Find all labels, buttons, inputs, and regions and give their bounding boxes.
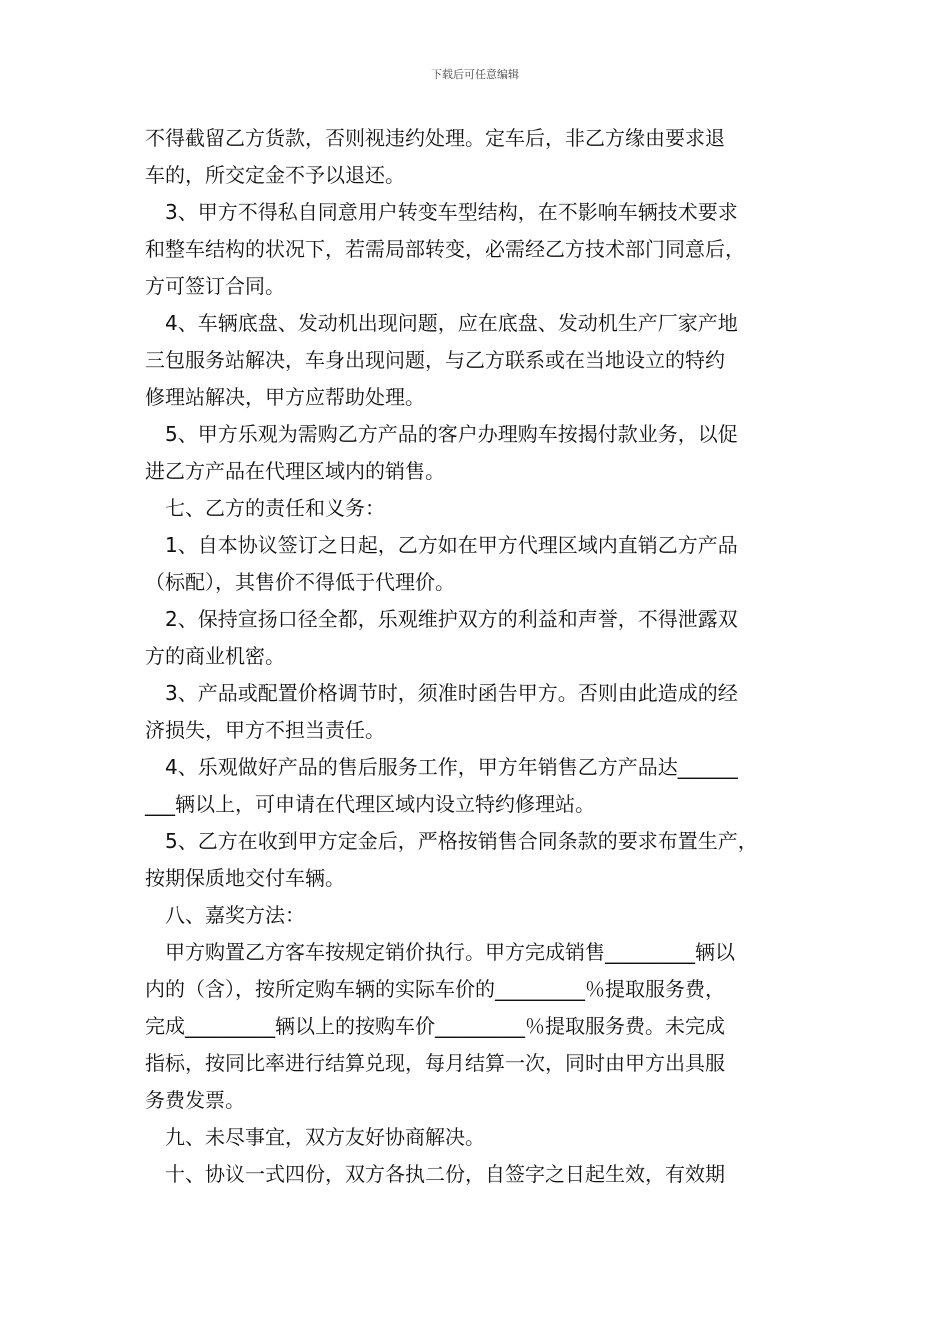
text-line: 5、甲方乐观为需购乙方产品的客户办理购车按揭付款业务，以促 [165,422,738,446]
text-line: 务费发票。 [145,1088,245,1112]
text-line: 指标，按同比率进行结算兑现，每月结算一次，同时由甲方出具服 [145,1051,725,1075]
text-line: 甲方购置乙方客车按规定销价执行。甲方完成销售_________辆以 [165,940,735,964]
text-line: 车的，所交定金不予以退还。 [145,163,405,187]
text-line: 4、车辆底盘、发动机出现问题，应在底盘、发动机生产厂家产地 [165,311,738,335]
text-line: 5、乙方在收到甲方定金后，严格按销售合同条款的要求布置生产， [165,829,758,853]
text-line: 修理站解决，甲方应帮助处理。 [145,385,425,409]
text-line: 4、乐观做好产品的售后服务工作，甲方年销售乙方产品达______ [165,755,738,779]
text-line: ___辆以上，可申请在代理区域内设立特约修理站。 [145,792,595,816]
text-line: 三包服务站解决，车身出现问题，与乙方联系或在当地设立的特约 [145,348,725,372]
text-line: 3、甲方不得私自同意用户转变车型结构，在不影响车辆技术要求 [165,200,738,224]
text-line: 方可签订合同。 [145,274,285,298]
document-body [145,120,825,1193]
text-line: 3、产品或配置价格调节时，须准时函告甲方。否则由此造成的经 [165,681,738,705]
section-heading: 八、嘉奖方法： [165,903,305,927]
text-line: 按期保质地交付车辆。 [145,866,345,890]
text-line: 方的商业机密。 [145,644,285,668]
text-line: 1、自本协议签订之日起，乙方如在甲方代理区域内直销乙方产品 [165,533,738,557]
text-line: 不得截留乙方货款，否则视违约处理。定车后，非乙方缘由要求退 [145,126,725,150]
text-line: 2、保持宣扬口径全都，乐观维护双方的利益和声誉，不得泄露双 [165,607,738,631]
text-line: 济损失，甲方不担当责任。 [145,718,385,742]
section-heading: 十、协议一式四份，双方各执二份，自签字之日起生效，有效期 [165,1162,725,1186]
page-header: 下载后可任意编辑 [431,68,519,81]
text-line: 完成_________辆以上的按购车价_________％提取服务费。未完成 [145,1014,725,1038]
section-heading: 七、乙方的责任和义务： [165,496,385,520]
text-line: 进乙方产品在代理区域内的销售。 [145,459,445,483]
text-line: （标配），其售价不得低于代理价。 [145,570,455,594]
text-line: 内的（含），按所定购车辆的实际车价的_________％提取服务费， [145,977,725,1001]
text-line: 和整车结构的状况下，若需局部转变，必需经乙方技术部门同意后， [145,237,745,261]
section-heading: 九、未尽事宜，双方友好协商解决。 [165,1125,485,1149]
